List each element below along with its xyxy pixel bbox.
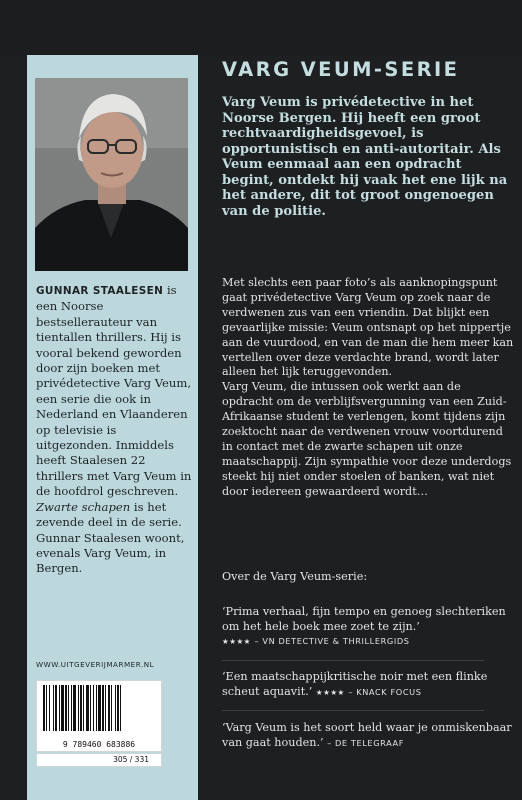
barcode-bar <box>53 685 54 731</box>
price-code-box <box>36 753 162 767</box>
series-intro <box>222 95 514 219</box>
review-quote <box>222 605 514 650</box>
barcode-bar <box>73 685 76 731</box>
barcode-bar <box>65 685 67 731</box>
barcode-bar <box>55 685 57 731</box>
author-portrait-illustration <box>35 78 188 271</box>
quote-stars: ★★★★ <box>222 637 251 647</box>
barcode-bar <box>120 685 121 731</box>
bio-book-title: Zwarte schapen <box>36 499 131 514</box>
isbn-digits: 9 789460 683886 <box>62 740 136 749</box>
barcode-bar <box>98 685 101 731</box>
barcode-bar <box>93 685 94 731</box>
barcode-bars <box>41 685 157 735</box>
quote-divider <box>222 710 484 711</box>
barcode-bar <box>86 685 89 731</box>
barcode-bar <box>105 685 106 731</box>
quote-text: ‘Varg Veum is het soort held waar je onmiskenbaar van gaat houden.’ <box>222 721 512 749</box>
barcode-bar <box>117 685 119 731</box>
barcode-bar <box>102 685 104 731</box>
quote-source: – DE TELEGRAAF <box>327 737 405 748</box>
barcode-bar <box>59 685 60 731</box>
barcode-bar <box>83 685 84 731</box>
book-blurb <box>222 276 514 500</box>
barcode-bar <box>49 685 50 731</box>
barcode-bar <box>46 685 47 731</box>
review-quote <box>222 670 514 700</box>
barcode-bar <box>108 685 110 731</box>
quote-text: ‘Prima verhaal, fijn tempo en genoeg slechteriken om het hele boek mee zoet te zijn.’ <box>222 605 506 633</box>
barcode-bar <box>68 685 69 731</box>
barcode-bar <box>90 685 91 731</box>
quote-source: – VN DETECTIVE & THRILLERGIDS <box>254 636 410 647</box>
quote-text: ‘Een maatschappijkritische noir met een flinke scheut aquavit.’ <box>222 670 488 698</box>
barcode-bar <box>71 685 72 731</box>
barcode-bar <box>78 685 79 731</box>
author-bio <box>36 283 194 577</box>
top-strip <box>0 0 522 55</box>
blurb-paragraph-2: Varg Veum, die intussen ook werkt aan de opdracht om de verblijfsvergunning van een Zuid-Afrikaanse student te verlengen, komt tijdens zijn zoektocht naar de verdwenen vrouw voortdurend in contact met de zwarte schapen uit onze maatschappij. Zijn sympathie voor deze underdogs steekt hij niet onder stoelen of banken, wat niet door iedereen gewaardeerd wordt… <box>222 380 512 498</box>
barcode-bar <box>96 685 97 731</box>
reviews-heading: Over de Varg Veum-serie: <box>222 570 368 583</box>
bio-author-name: GUNNAR STAALESEN <box>36 285 164 297</box>
quote-source: – KNACK FOCUS <box>348 686 422 697</box>
quote-divider <box>222 660 484 661</box>
review-quote <box>222 721 514 750</box>
barcode-bar <box>43 685 45 731</box>
series-title: VARG VEUM-SERIE <box>222 58 460 81</box>
bio-text-part2: is het zevende deel in de serie. Gunnar Staalesen woont, evenals Varg Veum, in Bergen. <box>36 499 185 576</box>
barcode-bar <box>111 685 112 731</box>
quote-stars: ★★★★ <box>315 687 345 697</box>
bio-text-part1: is een Noorse bestsellerauteur van tientallen thrillers. Hij is vooral bekend geworden door zijn boeken met privédetective Varg Veum, een serie die ook in Nederland en Vlaanderen op televisie is uitgezonden. Inmiddels heeft Staalesen 22 thrillers met Varg Veum in de hoofdrol geschreven. <box>36 283 192 499</box>
publisher-website[interactable]: WWW.UITGEVERIJMARMER.NL <box>36 660 155 669</box>
isbn-barcode <box>36 680 162 752</box>
blurb-paragraph-1: Met slechts een paar foto’s als aanknopingspunt gaat privédetective Varg Veum op zoek naar de verdwenen zus van een vriendin. Dat blijkt een gevaarlijke missie: Veum ontsnapt op het nippertje aan de vuurdood, en van de man die hem meer kan vertellen over deze verdachte brand, wordt later alleen het lijk teruggevonden. <box>222 276 514 379</box>
barcode-bar <box>115 685 116 731</box>
price-code: 305 / 331 <box>113 755 149 764</box>
author-photo <box>35 78 188 271</box>
series-intro-text: Varg Veum is privédetective in het Noorse Bergen. Hij heeft een groot rechtvaardigheidsgevoel, is opportunistisch en anti-autoritair. Als Veum eenmaal aan een opdracht begint, ontdekt hij vaak het ene lijk na het andere, dit tot groot ongenoegen van de politie. <box>222 95 508 219</box>
barcode-bar <box>80 685 82 731</box>
barcode-bar <box>61 685 64 731</box>
